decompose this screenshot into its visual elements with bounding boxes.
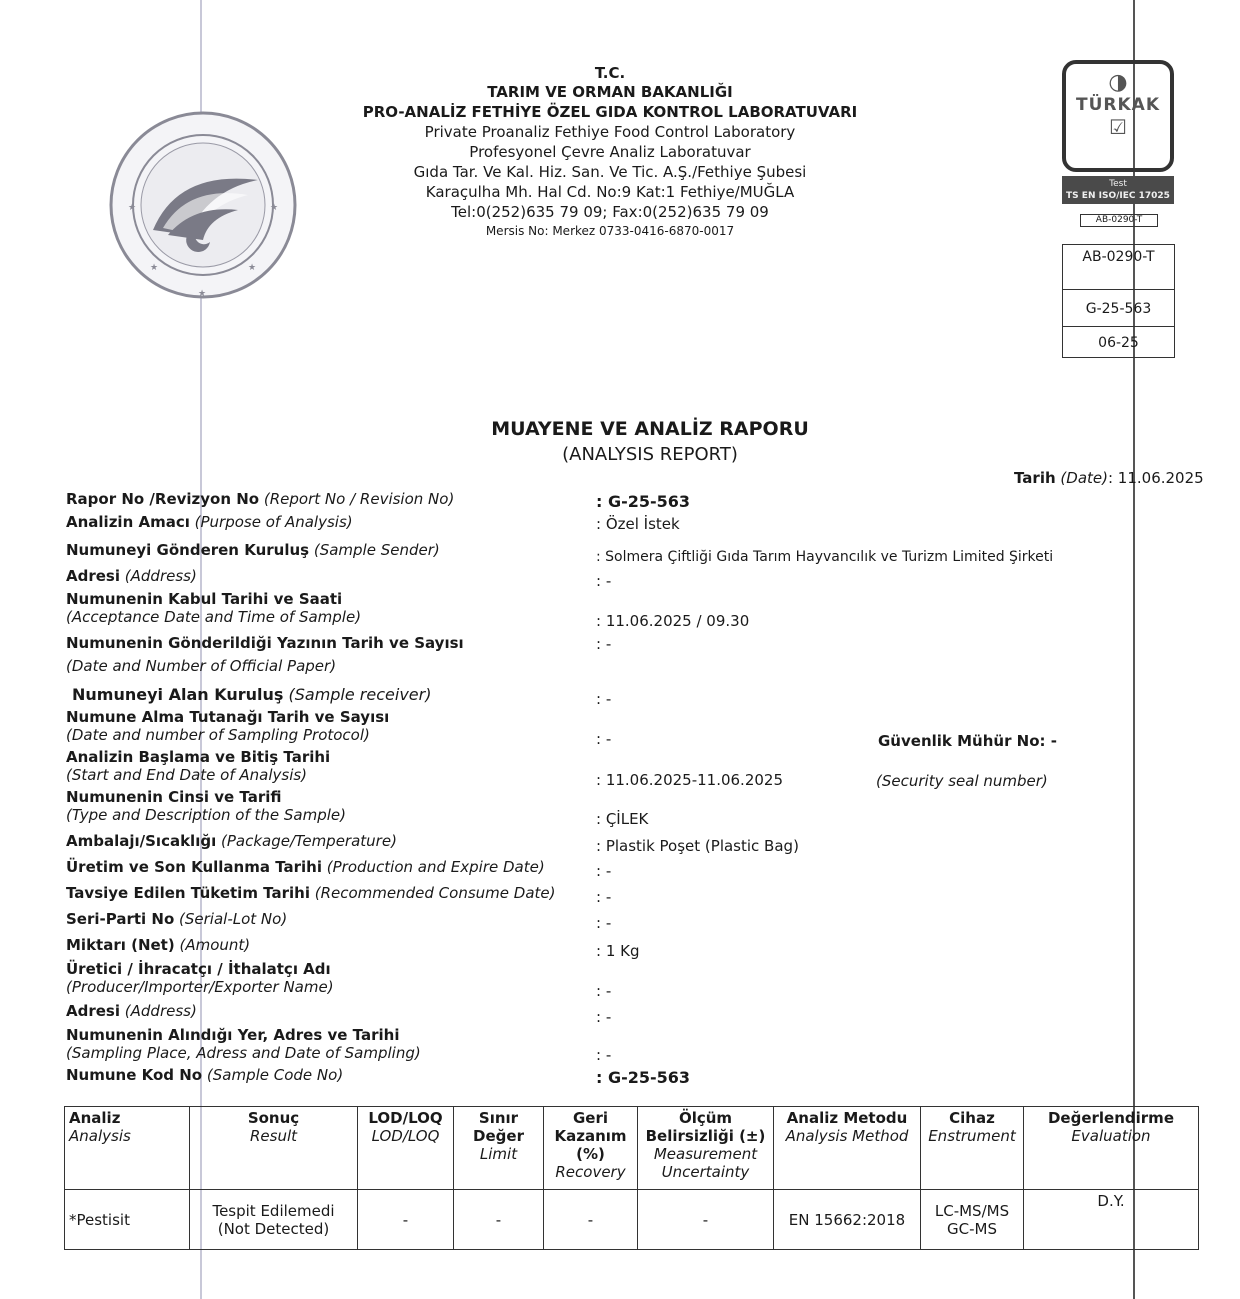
col-evaluation: Değerlendirme Evaluation (1024, 1107, 1199, 1190)
field-label-en: (Package/Temperature) (221, 832, 397, 850)
value-sampling-protocol: : - (596, 730, 612, 748)
field-label: Rapor No /Revizyon No (66, 490, 260, 508)
cell-instrument: LC-MS/MS GC-MS (921, 1190, 1024, 1250)
field-acceptance (66, 590, 361, 626)
svg-text:★: ★ (128, 203, 137, 213)
field-sampling-place (66, 1026, 421, 1062)
value-sample-type: : ÇİLEK (596, 810, 649, 828)
field-lot-no (66, 910, 287, 928)
field-purpose (66, 513, 353, 531)
field-label-en: (Address) (124, 567, 197, 585)
report-number: G-25-563 (1063, 290, 1174, 327)
value-analysis-dates: : 11.06.2025-11.06.2025 (596, 771, 784, 789)
col-analysis: Analiz Analysis (65, 1107, 190, 1190)
cell-recovery: - (544, 1190, 638, 1250)
field-label-en: (Sampling Place, Adress and Date of Sampling) (66, 1044, 421, 1062)
field-consume-date (66, 884, 555, 902)
value-acceptance: : 11.06.2025 / 09.30 (596, 612, 750, 630)
accreditation-code-label: AB-0290-T (1080, 214, 1158, 227)
field-label: Adresi (66, 567, 120, 585)
field-sender (66, 541, 440, 559)
field-report-no (66, 490, 454, 508)
field-package (66, 832, 397, 850)
lab-name: PRO-ANALİZ FETHİYE ÖZEL GIDA KONTROL LABORATUVARI (362, 103, 858, 121)
field-label: Üretici / İhracatçı / İthalatçı Adı (66, 960, 331, 978)
turkak-logo (1062, 60, 1174, 172)
table-header-row (65, 1107, 1199, 1190)
field-label-en: (Date and Number of Official Paper) (66, 657, 337, 675)
col-lod-loq: LOD/LOQ LOD/LOQ (358, 1107, 454, 1190)
field-label-en: (Serial-Lot No) (179, 910, 288, 928)
field-label-en: (Recommended Consume Date) (314, 884, 556, 902)
col-instrument: Cihaz Enstrument (921, 1107, 1024, 1190)
value-official-paper: : - (596, 635, 612, 653)
field-label-en: (Address) (124, 1002, 197, 1020)
cell-method: EN 15662:2018 (774, 1190, 921, 1250)
accreditation-standard: TS EN ISO/IEC 17025 (1066, 191, 1170, 201)
field-sender-address (66, 567, 197, 585)
lab-address: Karaçulha Mh. Hal Cd. No:9 Kat:1 Fethiye/MUĞLA (425, 183, 795, 201)
value-report-no: : G-25-563 (596, 492, 691, 511)
field-sample-code (66, 1066, 343, 1084)
cell-limit: - (454, 1190, 544, 1250)
field-label: Numune Alma Tutanağı Tarih ve Sayısı (66, 708, 390, 726)
date-label-en: (Date) (1060, 469, 1108, 487)
field-analysis-dates (66, 748, 330, 784)
field-label-en: (Sample Code No) (206, 1066, 344, 1084)
field-label: Adresi (66, 1002, 120, 1020)
field-label-en: (Sample Sender) (313, 541, 440, 559)
mersis-number: Mersis No: Merkez 0733-0416-6870-0017 (485, 224, 735, 238)
lab-subtitle: Profesyonel Çevre Analiz Laboratuvar (469, 143, 751, 161)
value-purpose: : Özel İstek (596, 515, 680, 533)
field-label: Numuneyi Gönderen Kuruluş (66, 541, 310, 559)
company-name: Gıda Tar. Ve Kal. Hiz. San. Ve Tic. A.Ş./Fethiye Şubesi (413, 163, 807, 181)
value-lot-no: : - (596, 914, 612, 932)
field-label-en: (Date and number of Sampling Protocol) (66, 726, 370, 744)
value-receiver: : - (596, 690, 612, 708)
report-month: 06-25 (1098, 335, 1139, 351)
check-icon: ☑ (1109, 115, 1127, 139)
field-label-en: (Producer/Importer/Exporter Name) (66, 978, 334, 996)
field-label-en: (Acceptance Date and Time of Sample) (66, 608, 362, 626)
svg-text:★: ★ (270, 203, 279, 213)
turkak-brand: TÜRKAK (1076, 95, 1160, 115)
field-label-en: (Type and Description of the Sample) (66, 806, 346, 824)
cell-result: Tespit Edilemedi (Not Detected) (190, 1190, 358, 1250)
field-label: Ambalajı/Sıcaklığı (66, 832, 217, 850)
table-row (65, 1190, 1199, 1250)
field-label: Analizin Başlama ve Bitiş Tarihi (66, 748, 331, 766)
lab-name-en: Private Proanaliz Fethiye Food Control Laboratory (424, 123, 796, 141)
field-label: Analizin Amacı (66, 513, 190, 531)
security-seal-label: Güvenlik Mühür No: - (878, 732, 1057, 750)
field-label: Numunenin Alındığı Yer, Adres ve Tarihi (66, 1026, 400, 1044)
field-producer (66, 960, 334, 996)
svg-text:★: ★ (150, 263, 159, 273)
cell-lod: - (358, 1190, 454, 1250)
col-result: Sonuç Result (190, 1107, 358, 1190)
col-limit: Sınır Değer Limit (454, 1107, 544, 1190)
field-receiver (72, 685, 431, 704)
field-label: Tavsiye Edilen Tüketim Tarihi (66, 884, 310, 902)
value-sampling-place: : - (596, 1046, 612, 1064)
report-date (1014, 469, 1204, 487)
value-amount: : 1 Kg (596, 942, 640, 960)
date-label: Tarih (1014, 469, 1056, 487)
field-amount (66, 936, 250, 954)
value-production-expire: : - (596, 862, 612, 880)
field-label-en: (Production and Expire Date) (326, 858, 545, 876)
value-producer-address: : - (596, 1008, 612, 1026)
cell-uncertainty: - (638, 1190, 774, 1250)
report-subtitle: (ANALYSIS REPORT) (562, 444, 738, 465)
field-label-en: (Amount) (179, 936, 251, 954)
col-method: Analiz Metodu Analysis Method (774, 1107, 921, 1190)
security-seal-sub: (Security seal number) (876, 772, 1048, 790)
turkak-emblem-icon: ◑ (1108, 70, 1128, 95)
field-label: Numunenin Cinsi ve Tarifi (66, 788, 282, 806)
field-label-en: (Sample receiver) (288, 685, 432, 704)
field-official-paper (66, 634, 464, 675)
value-sender: : Solmera Çiftliği Gıda Tarım Hayvancılık ve Turizm Limited Şirketi (596, 549, 1054, 565)
value-consume-date: : - (596, 888, 612, 906)
field-label: Numune Kod No (66, 1066, 203, 1084)
accreditation-label (1062, 176, 1174, 204)
accreditation-type: Test (1109, 179, 1127, 189)
col-uncertainty: Ölçüm Belirsizliği (±) Measurement Uncertainty (638, 1107, 774, 1190)
field-label-en: (Purpose of Analysis) (194, 513, 353, 531)
report-code-box (1062, 244, 1175, 358)
field-producer-address (66, 1002, 197, 1020)
lab-header (330, 64, 890, 240)
header-line: T.C. (594, 64, 626, 82)
results-table (64, 1106, 1199, 1250)
field-label: Numunenin Gönderildiği Yazının Tarih ve Sayısı (66, 634, 464, 652)
field-label: Numunenin Kabul Tarihi ve Saati (66, 590, 343, 608)
svg-text:★: ★ (248, 263, 257, 273)
ministry-name: TARIM VE ORMAN BAKANLIĞI (487, 83, 733, 101)
field-label: Seri-Parti No (66, 910, 175, 928)
value-sender-address: : - (596, 572, 612, 590)
svg-text:★: ★ (198, 289, 207, 299)
lab-phone: Tel:0(252)635 79 09; Fax:0(252)635 79 09 (451, 203, 769, 221)
cell-analysis: *Pestisit (65, 1190, 190, 1250)
value-producer: : - (596, 982, 612, 1000)
value-package: : Plastik Poşet (Plastic Bag) (596, 837, 799, 855)
cell-evaluation: D.Y. (1024, 1190, 1199, 1250)
date-value: : 11.06.2025 (1107, 469, 1204, 487)
field-label: Üretim ve Son Kullanma Tarihi (66, 858, 322, 876)
field-sample-type (66, 788, 346, 824)
field-label: Numuneyi Alan Kuruluş (72, 685, 284, 704)
field-label-en: (Start and End Date of Analysis) (66, 766, 308, 784)
field-sampling-protocol (66, 708, 389, 744)
value-sample-code: : G-25-563 (596, 1068, 691, 1087)
field-production-expire (66, 858, 545, 876)
report-title: MUAYENE VE ANALİZ RAPORU (491, 418, 809, 440)
col-recovery: Geri Kazanım (%) Recovery (544, 1107, 638, 1190)
ministry-seal-icon (108, 110, 298, 300)
field-label-en: (Report No / Revision No) (263, 490, 455, 508)
field-label: Miktarı (Net) (66, 936, 175, 954)
accreditation-number: AB-0290-T (1063, 245, 1174, 290)
